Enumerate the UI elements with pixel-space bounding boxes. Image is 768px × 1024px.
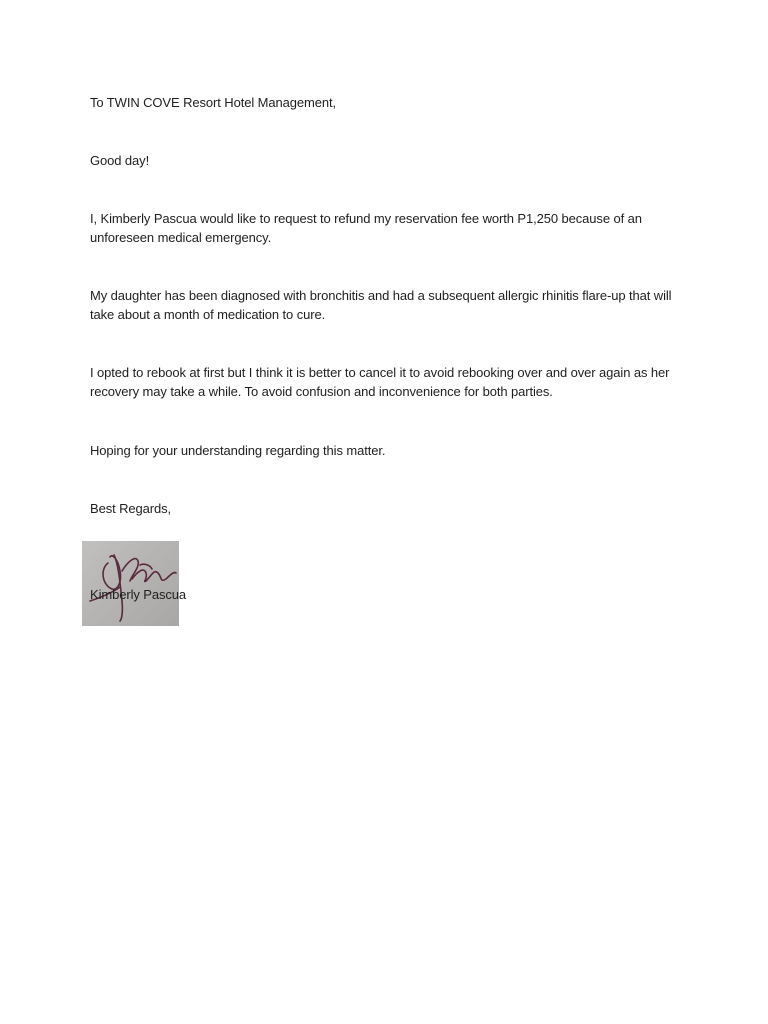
signature-image	[82, 541, 179, 626]
letter-paragraph-closing-request: Hoping for your understanding regarding this matter.	[90, 443, 386, 458]
letter-salutation: To TWIN COVE Resort Hotel Management,	[90, 95, 337, 110]
letter-greeting: Good day!	[90, 153, 150, 168]
letter-paragraph-refund-request: I, Kimberly Pascua would like to request to refund my reservation fee worth P1,250 because of an unforeseen medical emergency.	[90, 211, 642, 245]
letter-paragraph-cancellation: I opted to rebook at first but I think it is better to cancel it to avoid rebooking over and over again as her recovery may take a while. To avoid confusion and inconvenience for both parties.	[90, 365, 670, 399]
letter-closing: Best Regards,	[90, 501, 172, 516]
letter-paragraph-medical-reason: My daughter has been diagnosed with bronchitis and had a subsequent allergic rhinitis flare-up that will take about a month of medication to cure.	[90, 288, 672, 322]
signatory-name: Kimberly Pascua	[90, 587, 187, 602]
signature-scribble	[82, 541, 179, 626]
